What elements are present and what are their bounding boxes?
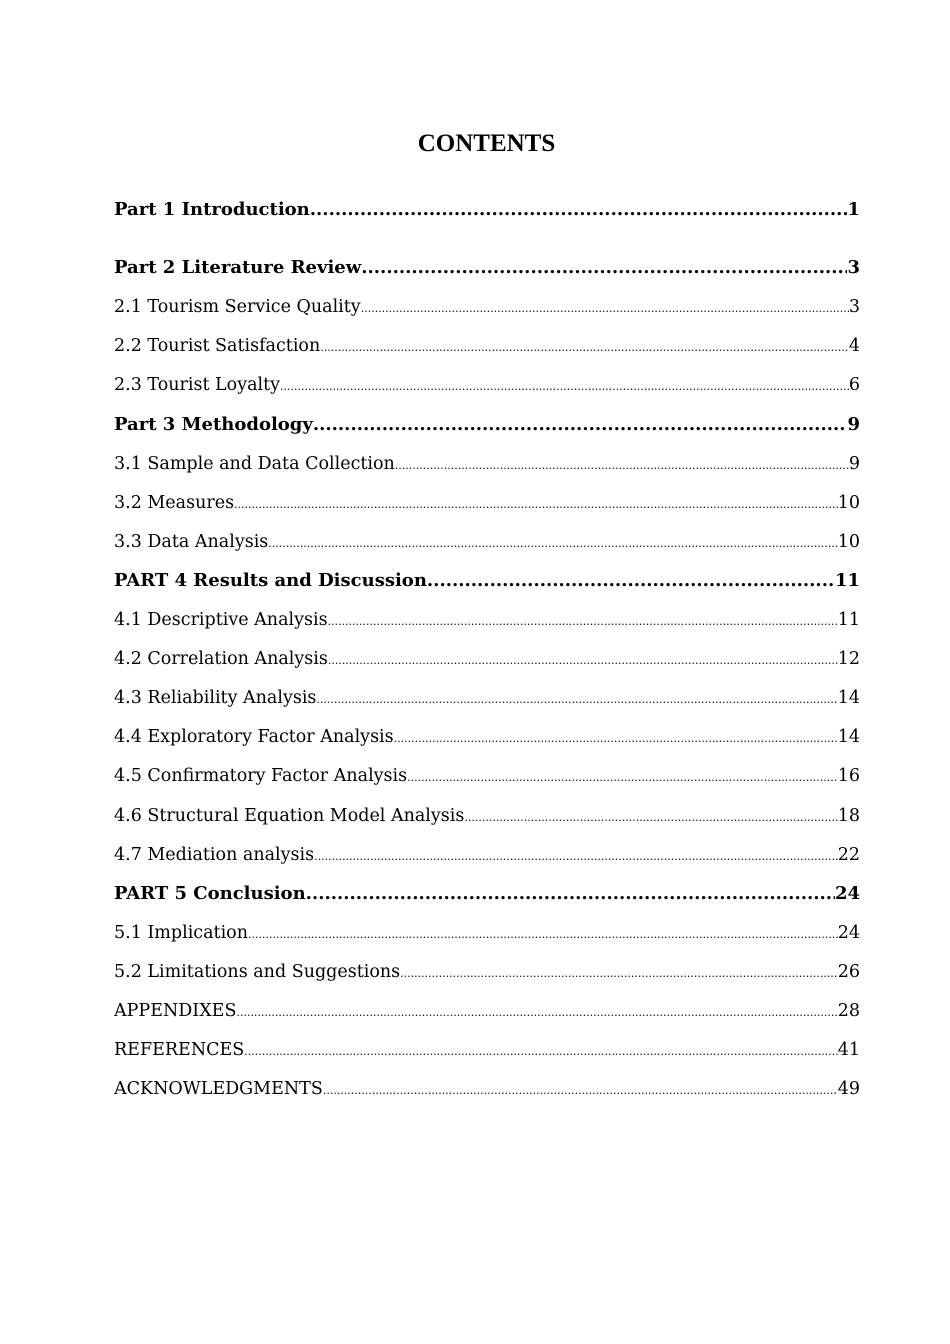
toc-leader-dots [320,334,849,358]
toc-entry-label: 4.6 Structural Equation Model Analysis [114,806,465,826]
toc-entry-page: 1 [847,199,860,220]
toc-entry-part-2[interactable] [114,256,860,280]
toc-entry-label: 5.2 Limitations and Suggestions [114,962,401,982]
toc-entry-4-5[interactable] [114,764,860,788]
toc-entry-page: 26 [837,962,860,982]
toc-leader-dots [328,647,838,671]
toc-entry-2-2[interactable] [114,334,860,358]
toc-leader-dots [323,1077,838,1101]
toc-leader-dots [361,295,849,319]
toc-entry-label: PART 5 Conclusion [114,883,306,904]
toc-entry-part-5[interactable] [114,882,860,906]
toc-entry-page: 4 [848,336,860,356]
toc-entry-page: 14 [837,727,860,747]
toc-leader-dots [244,1038,837,1062]
toc-entry-label: Part 1 Introduction [114,199,310,220]
toc-entry-part-4[interactable] [114,569,860,593]
toc-entry-page: 9 [847,414,860,435]
toc-entry-references[interactable] [114,1038,860,1062]
toc-entry-label: 3.1 Sample and Data Collection [114,454,395,474]
toc-entry-label: REFERENCES [114,1040,245,1060]
toc-leader-dots [268,530,837,554]
toc-leader-dots [328,608,838,632]
toc-entry-label: APPENDIXES [114,1001,237,1021]
toc-entry-label: 4.2 Correlation Analysis [114,649,328,669]
toc-leader-dots [313,413,848,437]
toc-leader-dots [316,686,837,710]
toc-entry-label: Part 2 Literature Review [114,257,362,278]
toc-leader-dots [314,843,838,867]
toc-leader-dots [236,999,837,1023]
toc-leader-dots [234,491,838,515]
toc-entry-page: 9 [848,454,860,474]
toc-leader-dots [427,569,835,593]
toc-entry-5-1[interactable] [114,921,860,945]
toc-entry-appendixes[interactable] [114,999,860,1023]
toc-entry-4-7[interactable] [114,843,860,867]
toc-leader-dots [248,921,838,945]
toc-entry-2-1[interactable] [114,295,860,319]
toc-entry-label: 4.7 Mediation analysis [114,845,315,865]
toc-entry-2-3[interactable] [114,373,860,397]
toc-entry-label: 5.1 Implication [114,923,248,943]
toc-entry-label: 3.3 Data Analysis [114,532,269,552]
toc-leader-dots [306,882,835,906]
toc-entry-part-3[interactable] [114,413,860,437]
page-title: CONTENTS [417,130,556,157]
toc-entry-label: 4.5 Confirmatory Factor Analysis [114,766,408,786]
toc-entry-part-1[interactable] [114,198,860,222]
toc-leader-dots [394,725,838,749]
toc-leader-dots [280,373,849,397]
toc-entry-page: 24 [837,923,860,943]
toc-entry-page: 12 [837,649,860,669]
toc-entry-label: 3.2 Measures [114,493,235,513]
toc-leader-dots [395,452,849,476]
toc-entry-acknowledgments[interactable] [114,1077,860,1101]
toc-entry-page: 14 [837,688,860,708]
toc-entry-page: 28 [837,1001,860,1021]
toc-entry-label: 2.1 Tourism Service Quality [114,297,361,317]
toc-entry-4-6[interactable] [114,804,860,828]
toc-entry-5-2[interactable] [114,960,860,984]
toc-entry-page: 3 [847,257,860,278]
toc-entry-4-3[interactable] [114,686,860,710]
toc-entry-page: 16 [837,766,860,786]
toc-leader-dots [400,960,838,984]
toc-entry-page: 3 [848,297,860,317]
toc-entry-4-4[interactable] [114,725,860,749]
toc-entry-label: Part 3 Methodology [114,414,313,435]
toc-entry-label: 4.1 Descriptive Analysis [114,610,328,630]
toc-leader-dots [464,804,837,828]
toc-entry-page: 10 [837,493,860,513]
toc-entry-label: 2.2 Tourist Satisfaction [114,336,321,356]
toc-entry-page: 18 [837,806,860,826]
toc-entry-label: 4.3 Reliability Analysis [114,688,317,708]
toc-entry-page: 22 [837,845,860,865]
toc-entry-page: 6 [848,375,860,395]
toc-leader-dots [310,198,848,222]
toc-entry-4-1[interactable] [114,608,860,632]
toc-leader-dots [407,764,838,788]
toc-entry-page: 49 [837,1079,860,1099]
toc-entry-label: ACKNOWLEDGMENTS [114,1079,323,1099]
toc-entry-page: 11 [837,610,860,630]
toc-entry-3-2[interactable] [114,491,860,515]
toc-entry-label: 4.4 Exploratory Factor Analysis [114,727,394,747]
toc-entry-page: 11 [834,570,860,591]
toc-entry-3-3[interactable] [114,530,860,554]
toc-entry-page: 10 [837,532,860,552]
toc-entry-4-2[interactable] [114,647,860,671]
toc-entry-page: 41 [837,1040,860,1060]
toc-leader-dots [361,256,847,280]
toc-entry-3-1[interactable] [114,452,860,476]
toc-entry-page: 24 [834,883,860,904]
toc-entry-label: PART 4 Results and Discussion [114,570,427,591]
toc-entry-label: 2.3 Tourist Loyalty [114,375,281,395]
